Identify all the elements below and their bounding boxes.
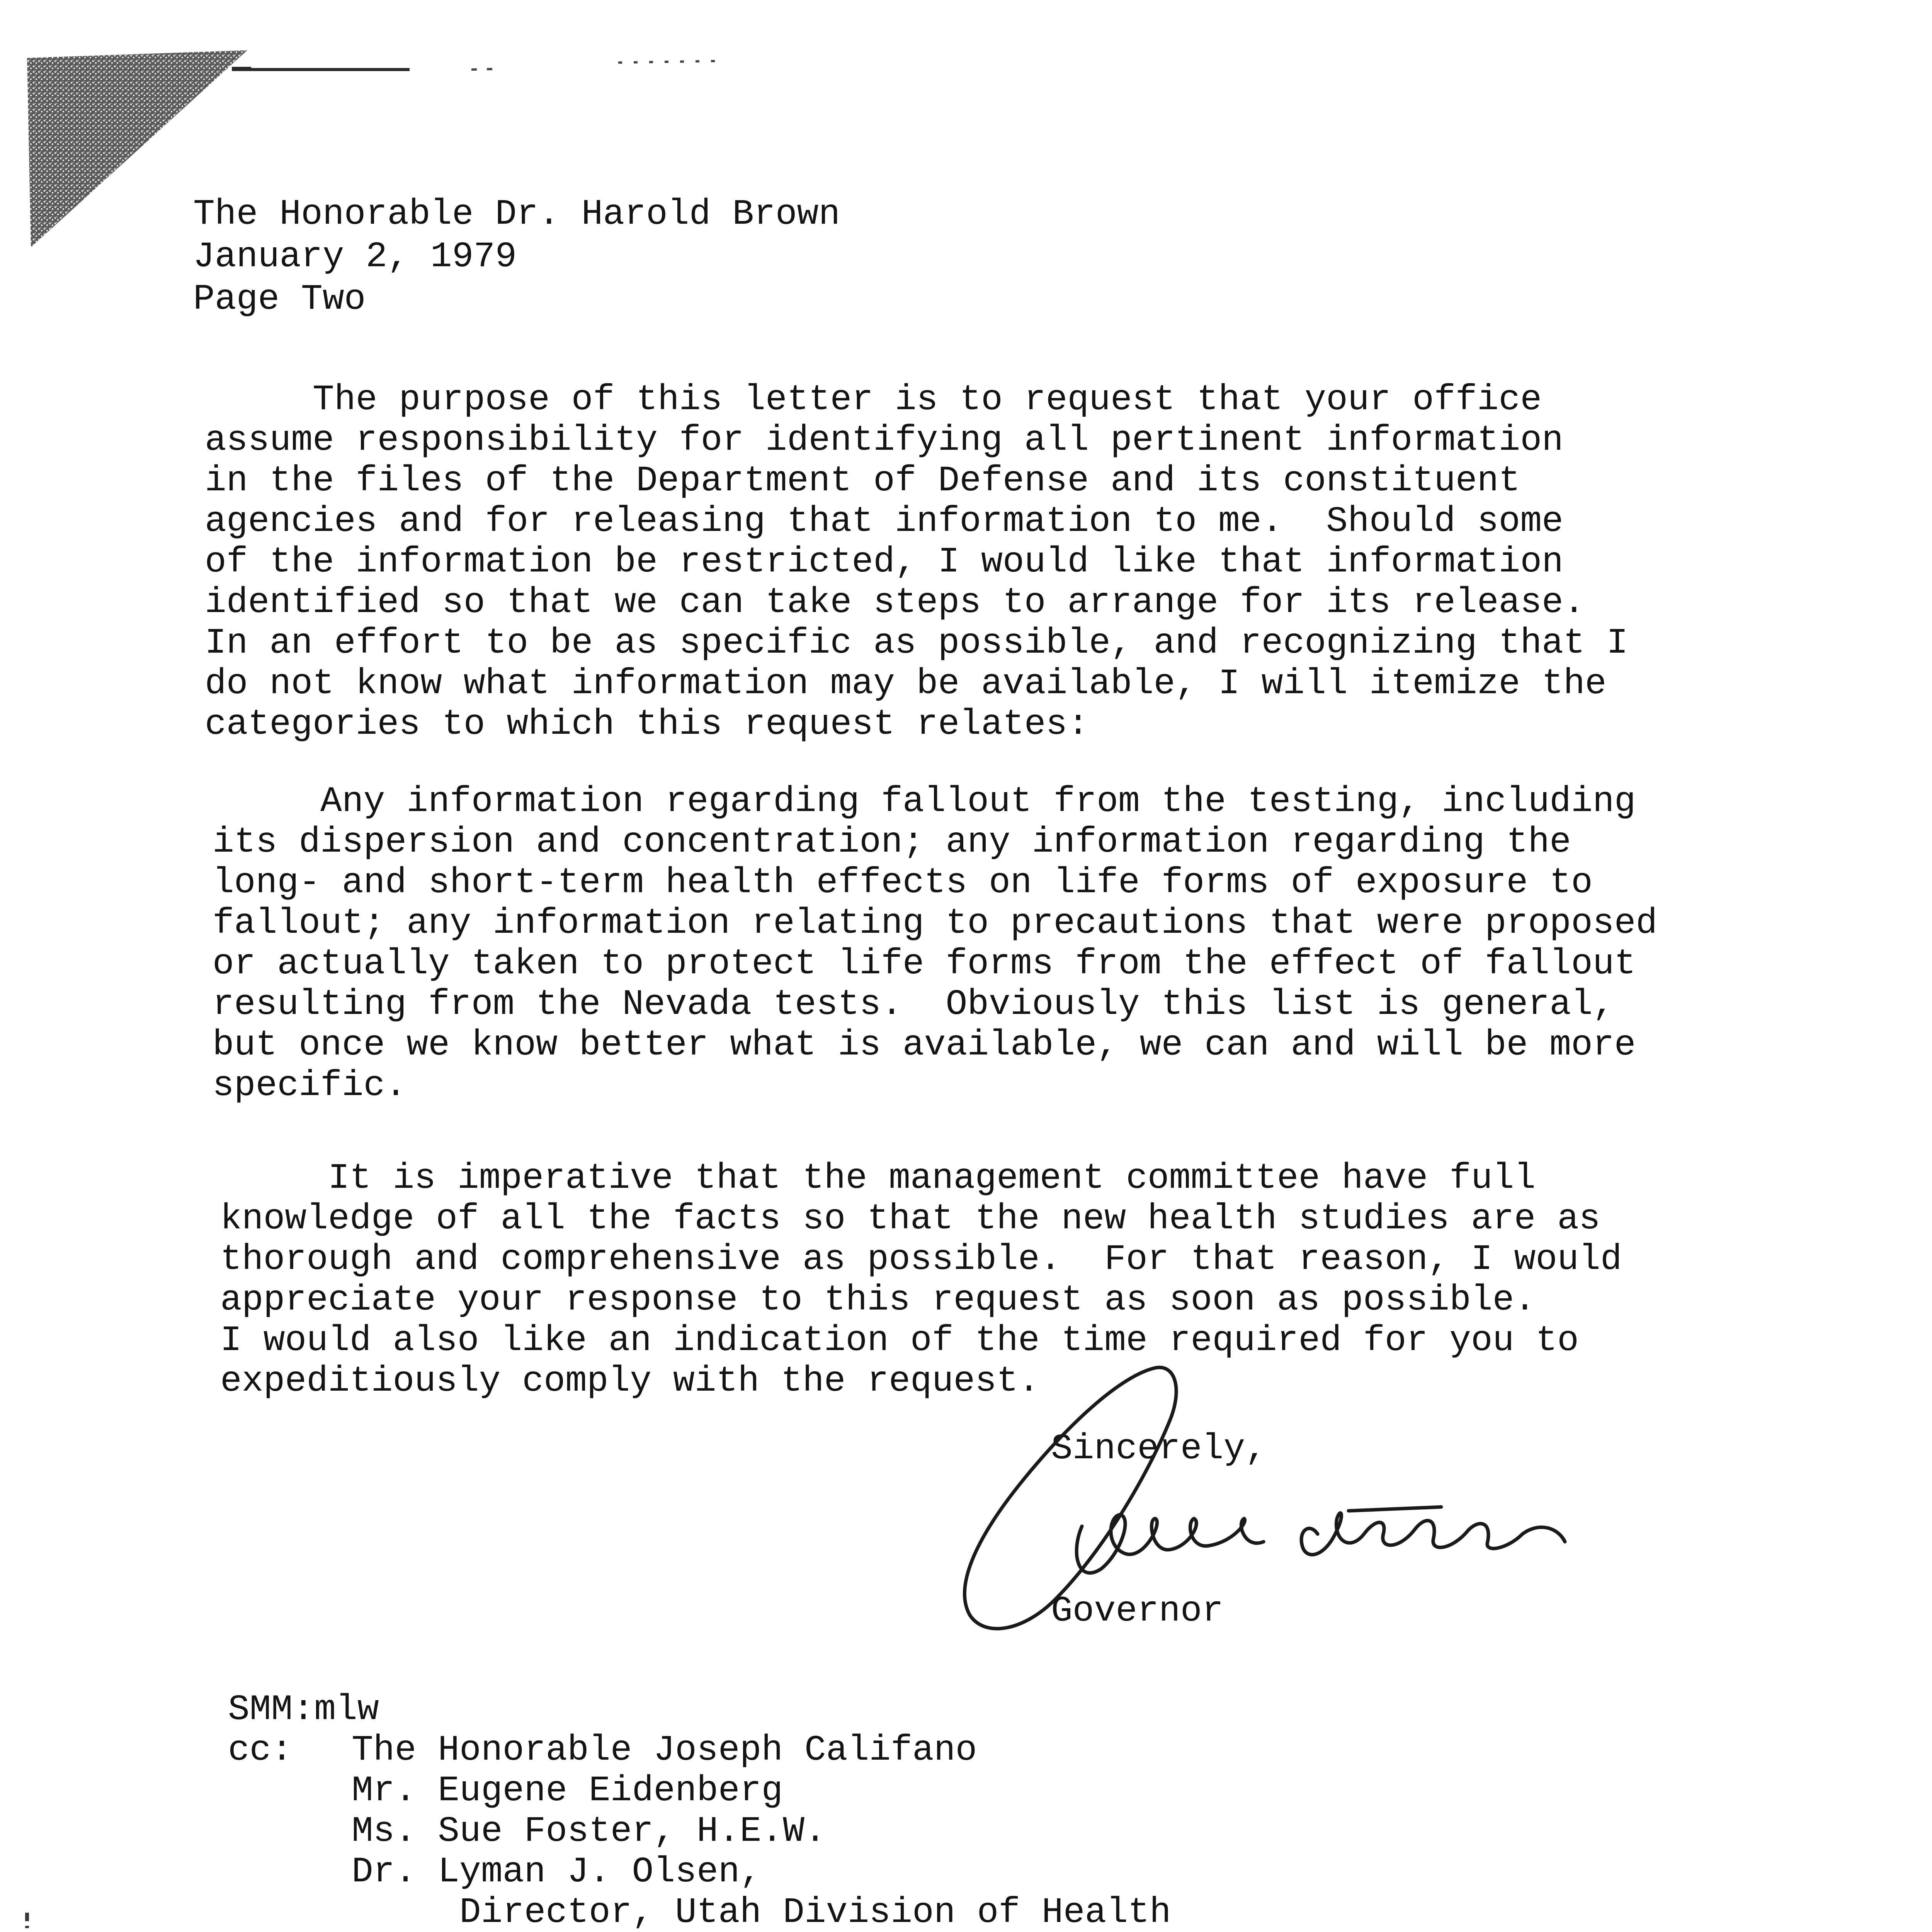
scan-streak [232,58,734,81]
paragraph-2-line: its dispersion and concentration; any information regarding the [213,822,1571,862]
paragraph-2-line: Any information regarding fallout from the testing, including [213,781,1636,822]
paragraph-2-line: specific. [213,1065,407,1106]
paragraph-3-line: appreciate your response to this request as soon as possible. [220,1280,1536,1320]
paragraph-1-line: assume responsibility for identifying all pertinent information [205,420,1563,461]
page-number: Page Two [193,279,366,320]
paragraph-1-line: identified so that we can take steps to arrange for its release. [205,582,1585,623]
paragraph-1-line: of the information be restricted, I would like that information [205,542,1563,582]
paragraph-3-line: I would also like an indication of the time required for you to [220,1320,1579,1361]
paragraph-1-line: do not know what information may be available, I will itemize the [205,663,1607,704]
cc-label: cc: [228,1730,293,1770]
paragraph-3-line: thorough and comprehensive as possible. For that reason, I would [220,1239,1622,1280]
paragraph-1-line: In an effort to be as specific as possible, and recognizing that I [205,623,1628,663]
paragraph-2-line: fallout; any information relating to precautions that were proposed [213,903,1658,944]
paragraph-1-line: categories to which this request relates: [205,704,1089,745]
paragraph-2-line: resulting from the Nevada tests. Obviously this list is general, [213,984,1614,1025]
typist-initials: SMM:mlw [228,1689,379,1730]
paragraph-2-line: or actually taken to protect life forms from the effect of fallout [213,944,1636,984]
paragraph-3-line: expeditiously comply with the request. [220,1361,1040,1401]
addressee: The Honorable Dr. Harold Brown [193,194,840,235]
letter-date: January 2, 1979 [193,236,517,277]
paragraph-3-line: It is imperative that the management committee have full [220,1158,1536,1199]
cc-recipient: Ms. Sue Foster, H.E.W. [352,1811,826,1852]
cc-recipient: Director, Utah Division of Health [352,1892,1171,1932]
closing-salutation: Sincerely, [1051,1429,1267,1469]
cc-recipient: The Honorable Joseph Califano [352,1730,977,1770]
scan-edge-noise [15,1913,39,1932]
cc-recipient: Dr. Lyman J. Olsen, [352,1852,762,1892]
paragraph-1-line: in the files of the Department of Defense and its constituent [205,461,1520,501]
paragraph-3-line: knowledge of all the facts so that the new health studies are as [220,1199,1600,1239]
paragraph-2-line: but once we know better what is available, we can and will be more [213,1025,1636,1065]
paragraph-1-line: The purpose of this letter is to request that your office [205,379,1542,420]
paragraph-1-line: agencies and for releasing that information to me. Should some [205,501,1563,542]
closing-title: Governor [1051,1591,1224,1631]
cc-recipient: Mr. Eugene Eidenberg [352,1770,783,1811]
paragraph-2-line: long- and short-term health effects on life forms of exposure to [213,862,1593,903]
